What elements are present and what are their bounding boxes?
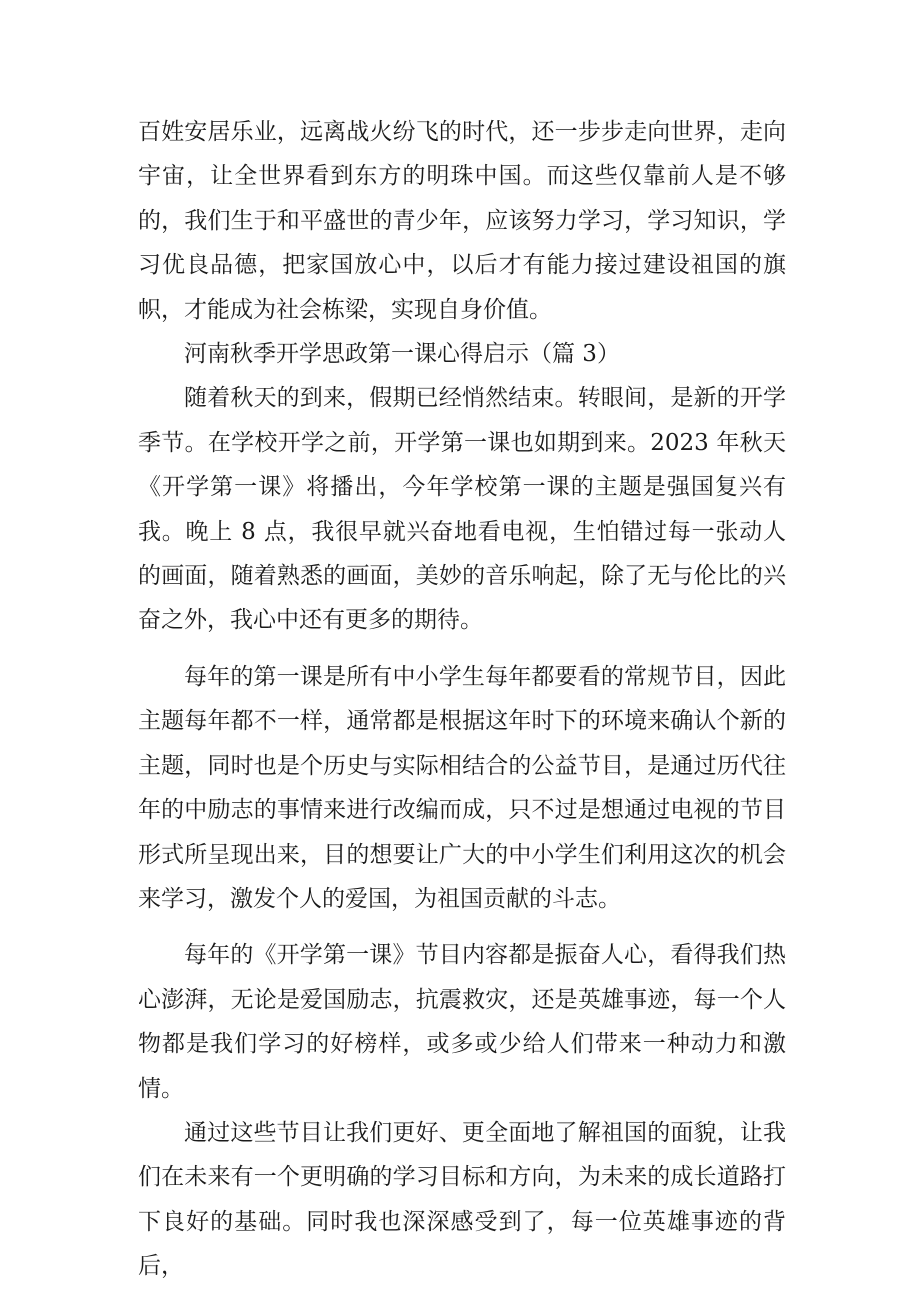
continuation-paragraph: 百姓安居乐业，远离战火纷飞的时代，还一步步走向世界，走向宇宙，让全世界看到东方的明珠中国。而这些仅靠前人是不够的，我们生于和平盛世的青少年，应该努力学习，学习知识，学习优良品德，把家国放心中，以后才有能力接过建设祖国的旗帜，才能成为社会栋梁，实现自身价值。 [138, 119, 786, 323]
paragraph-1: 随着秋天的到来，假期已经悄然结束。转眼间，是新的开学季节。在学校开学之前，开学第一课也如期到来。2023 年秋天《开学第一课》将播出，今年学校第一课的主题是强国复兴有我。晚上 8 点，我很早就兴奋地看电视，生怕错过每一张动人的画面，随着熟悉的画面，美妙的音乐响起，除了无与伦比的兴奋之外，我心中还有更多的期待。 [138, 385, 786, 634]
section-title: 河南秋季开学思政第一课心得启示（篇 3） [184, 341, 620, 368]
paragraph-3: 每年的《开学第一课》节目内容都是振奋人心，看得我们热心澎湃，无论是爱国励志，抗震救灾，还是英雄事迹，每一个人物都是我们学习的好榜样，或多或少给人们带来一种动力和激情。 [138, 942, 786, 1102]
paragraph-2: 每年的第一课是所有中小学生每年都要看的常规节目，因此主题每年都不一样，通常都是根据这年时下的环境来确认个新的主题，同时也是个历史与实际相结合的公益节目，是通过历代往年的中励志的事情来进行改编而成，只不过是想通过电视的节目形式所呈现出来，目的想要让广大的中小学生们利用这次的机会来学习，激发个人的爱国，为祖国贡献的斗志。 [138, 663, 786, 912]
paragraph-4: 通过这些节目让我们更好、更全面地了解祖国的面貌，让我们在未来有一个更明确的学习目标和方向，为未来的成长道路打下良好的基础。同时我也深深感受到了，每一位英雄事迹的背后， [138, 1119, 786, 1280]
document-body [138, 110, 786, 1289]
